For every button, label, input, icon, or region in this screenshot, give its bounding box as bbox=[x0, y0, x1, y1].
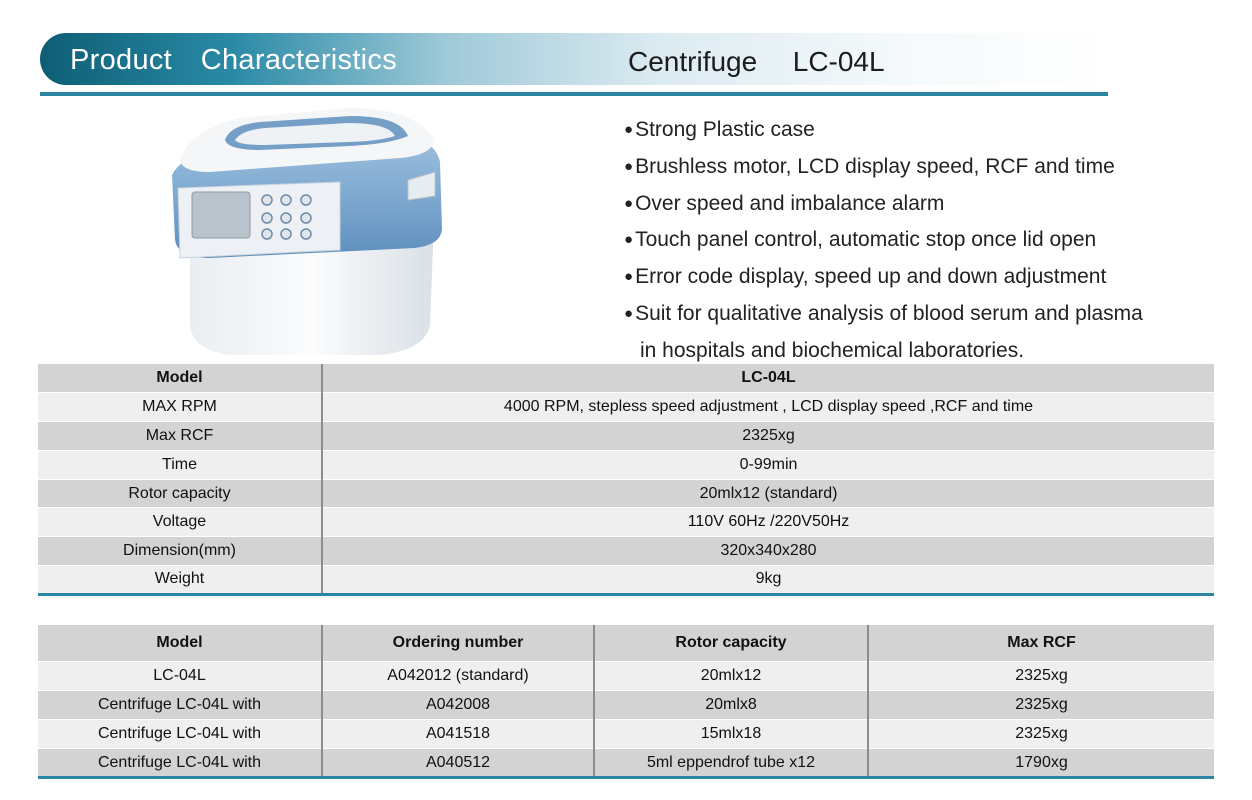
spec-value: 110V 60Hz /220V50Hz bbox=[322, 508, 1214, 537]
spec-value: 9kg bbox=[322, 566, 1214, 595]
table-row bbox=[38, 508, 1214, 537]
order-rotor-capacity: 20mlx12 bbox=[594, 662, 868, 691]
feature-item: ●Touch panel control, automatic stop once lid open bbox=[624, 228, 1097, 252]
table-row bbox=[38, 422, 1214, 451]
order-header-ordering-number: Ordering number bbox=[322, 625, 594, 662]
feature-item: ●Over speed and imbalance alarm bbox=[624, 191, 945, 215]
spec-value: 320x340x280 bbox=[322, 537, 1214, 566]
order-header-model: Model bbox=[38, 625, 322, 662]
order-number: A040512 bbox=[322, 749, 594, 778]
spec-label: Time bbox=[38, 450, 322, 479]
table-row bbox=[38, 479, 1214, 508]
feature-item: ●Suit for qualitative analysis of blood serum and plasma bbox=[624, 301, 1143, 325]
spec-value: 20mlx12 (standard) bbox=[322, 479, 1214, 508]
feature-item-continued: in hospitals and biochemical laboratories. bbox=[640, 338, 1025, 362]
order-max-rcf: 1790xg bbox=[868, 749, 1214, 778]
header-underline bbox=[40, 92, 1108, 96]
spec-label: Voltage bbox=[38, 508, 322, 537]
spec-label: Weight bbox=[38, 566, 322, 595]
product-model-title: Centrifuge LC-04L bbox=[628, 46, 885, 77]
feature-item: ●Strong Plastic case bbox=[624, 118, 815, 141]
table-row bbox=[38, 691, 1214, 720]
order-number: A042008 bbox=[322, 691, 594, 720]
spec-header-value: LC-04L bbox=[322, 364, 1214, 393]
page-title: Product Characteristics bbox=[70, 44, 398, 76]
table-row bbox=[38, 749, 1214, 778]
spec-header-label: Model bbox=[38, 364, 322, 393]
spec-value: 4000 RPM, stepless speed adjustment , LCD display speed ,RCF and time bbox=[322, 393, 1214, 422]
order-max-rcf: 2325xg bbox=[868, 691, 1214, 720]
order-model: Centrifuge LC-04L with bbox=[38, 691, 322, 720]
table-row bbox=[38, 393, 1214, 422]
spec-value: 2325xg bbox=[322, 422, 1214, 451]
order-model: LC-04L bbox=[38, 662, 322, 691]
table-row bbox=[38, 720, 1214, 749]
order-rotor-capacity: 5ml eppendrof tube x12 bbox=[594, 749, 868, 778]
order-model: Centrifuge LC-04L with bbox=[38, 749, 322, 778]
spec-label: Max RCF bbox=[38, 422, 322, 451]
feature-item: ●Brushless motor, LCD display speed, RCF and time bbox=[624, 154, 1115, 178]
table-row bbox=[38, 450, 1214, 479]
table-row bbox=[38, 662, 1214, 691]
order-rotor-capacity: 15mlx18 bbox=[594, 720, 868, 749]
order-number: A041518 bbox=[322, 720, 594, 749]
spec-label: Rotor capacity bbox=[38, 479, 322, 508]
feature-item: ●Error code display, speed up and down adjustment bbox=[624, 265, 1107, 289]
table-row bbox=[38, 566, 1214, 595]
order-number: A042012 (standard) bbox=[322, 662, 594, 691]
specification-table bbox=[38, 364, 1214, 596]
spec-label: Dimension(mm) bbox=[38, 537, 322, 566]
table-row bbox=[38, 537, 1214, 566]
order-header-rotor-capacity: Rotor capacity bbox=[594, 625, 868, 662]
order-max-rcf: 2325xg bbox=[868, 720, 1214, 749]
order-model: Centrifuge LC-04L with bbox=[38, 720, 322, 749]
order-rotor-capacity: 20mlx8 bbox=[594, 691, 868, 720]
table-header-row bbox=[38, 364, 1214, 393]
order-max-rcf: 2325xg bbox=[868, 662, 1214, 691]
table-header-row bbox=[38, 625, 1214, 662]
order-header-max-rcf: Max RCF bbox=[868, 625, 1214, 662]
centrifuge-image bbox=[150, 100, 450, 360]
spec-label: MAX RPM bbox=[38, 393, 322, 422]
spec-value: 0-99min bbox=[322, 450, 1214, 479]
ordering-table bbox=[38, 625, 1214, 779]
feature-list bbox=[624, 112, 1234, 370]
